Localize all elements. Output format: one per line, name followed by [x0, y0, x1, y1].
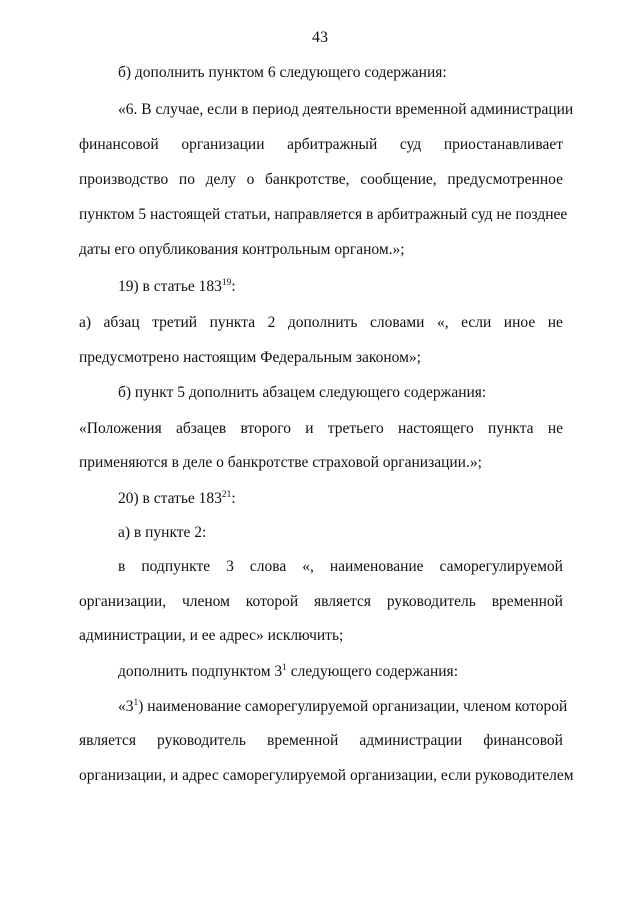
word: третий	[152, 314, 198, 331]
word: второго	[240, 420, 291, 437]
text-line: администрации, и ее адрес» исключить;	[79, 627, 344, 644]
word: иное	[503, 314, 536, 331]
word: является	[314, 593, 372, 610]
word: членом	[181, 593, 230, 610]
word: о	[246, 171, 255, 188]
text-line: б) пункт 5 дополнить абзацем следующего содержания:	[118, 384, 487, 401]
text-line-justified	[79, 135, 563, 155]
text-fragment: :	[231, 490, 236, 507]
text-fragment: ) наименование саморегулируемой организации, членом которой	[138, 698, 568, 715]
text-line	[118, 662, 458, 682]
word: а)	[79, 314, 92, 331]
text-line: организации, и адрес саморегулируемой организации, если руководителем	[79, 767, 574, 784]
word: временной	[491, 593, 563, 610]
text-line: «6. В случае, если в период деятельности временной администрации	[118, 101, 574, 118]
word: производство	[79, 171, 169, 188]
superscript: 1	[282, 663, 287, 673]
word: финансовой	[79, 136, 159, 153]
word: «,	[302, 558, 314, 575]
word: и	[305, 420, 314, 437]
text-line: а) в пункте 2:	[118, 524, 207, 541]
text-fragment: :	[231, 278, 236, 295]
word: 2	[267, 314, 276, 331]
text-line-justified	[79, 731, 563, 751]
word: пункта	[209, 314, 256, 331]
word: если	[461, 314, 492, 331]
word: «Положения	[79, 420, 162, 437]
text-line	[118, 489, 236, 509]
word: «,	[436, 314, 449, 331]
text-line: б) дополнить пунктом 6 следующего содержания:	[118, 64, 447, 81]
word: настоящего	[398, 420, 474, 437]
text-line: применяются в деле о банкротстве страховой организации.»;	[79, 454, 482, 471]
text-line	[118, 697, 567, 717]
superscript: 19	[221, 278, 232, 288]
text-fragment: «3	[118, 698, 134, 715]
word: абзац	[103, 314, 140, 331]
text-fragment: 20) в статье 183	[118, 490, 222, 507]
word: по	[178, 171, 195, 188]
text-fragment: 19) в статье 183	[118, 278, 222, 295]
word: пункта	[488, 420, 534, 437]
word: предусмотренное	[447, 171, 563, 188]
word: сообщение,	[360, 171, 437, 188]
word: слова	[249, 558, 287, 575]
word: абзацев	[175, 420, 227, 437]
text-fragment: дополнить подпунктом 3	[118, 663, 283, 680]
word: саморегулируемой	[439, 558, 563, 575]
text-line	[118, 277, 236, 297]
page-number: 43	[312, 29, 328, 46]
word: не	[547, 314, 563, 331]
word: арбитражный	[287, 136, 378, 153]
word: приостанавливает	[443, 136, 563, 153]
word: организации	[181, 136, 265, 153]
text-line-justified	[79, 313, 563, 333]
superscript: 1	[133, 698, 139, 708]
word: банкротстве,	[265, 171, 350, 188]
word: которой	[245, 593, 299, 610]
superscript: 21	[221, 490, 232, 500]
word: руководитель	[386, 593, 476, 610]
word: делу	[205, 171, 236, 188]
word: наименование	[329, 558, 424, 575]
text-line: предусмотрено настоящим Федеральным законом»;	[79, 349, 421, 366]
word: администрации	[359, 732, 463, 749]
word: в	[118, 558, 126, 575]
word: 3	[226, 558, 234, 575]
word: временной	[267, 732, 339, 749]
text-line-justified	[118, 557, 563, 577]
word: руководитель	[157, 732, 246, 749]
text-line-justified	[79, 170, 563, 190]
text-line: даты его опубликования контрольным органом.»;	[79, 241, 405, 258]
word: организации,	[79, 593, 167, 610]
text-line-justified	[79, 592, 563, 612]
word: словами	[370, 314, 425, 331]
word: дополнить	[287, 314, 358, 331]
text-line-justified	[79, 419, 563, 439]
word: третьего	[327, 420, 384, 437]
word: подпункте	[141, 558, 211, 575]
word: не	[547, 420, 563, 437]
word: является	[79, 732, 136, 749]
word: суд	[399, 136, 422, 153]
text-line: пунктом 5 настоящей статьи, направляется в арбитражный суд не позднее	[79, 206, 568, 223]
word: финансовой	[483, 732, 563, 749]
text-fragment: следующего содержания:	[286, 663, 458, 680]
